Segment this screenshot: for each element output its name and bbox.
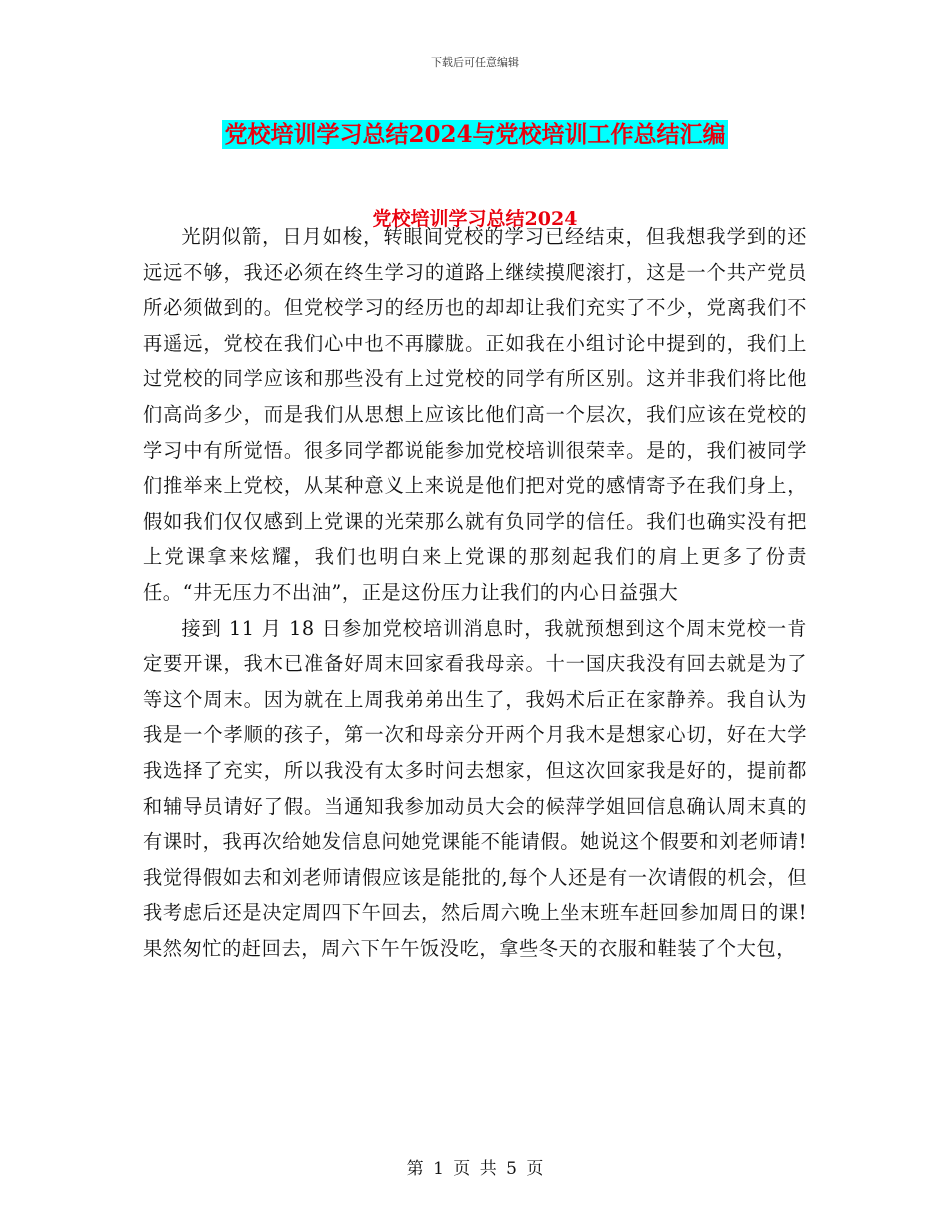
- document-body: [143, 219, 807, 966]
- section-title: 党校培训学习总结2024: [372, 208, 578, 230]
- document-main-title: [0, 112, 950, 150]
- main-title-highlight: 党校培训学习总结2024与党校培训工作总结汇编: [224, 121, 726, 148]
- page-footer: 第 1 页 共 5 页: [406, 1159, 544, 1179]
- header-note: 下载后可任意编辑: [431, 56, 519, 69]
- paragraph-2: 接到 11 月 18 日参加党校培训消息时，我就预想到这个周末党校一肯定要开课，我木已准备好周末回家看我母亲。十一国庆我没有回去就是为了等这个周末。因为就在上周我弟弟出生了，我妈术后正在家静养。我自认为我是一个孝顺的孩子，第一次和母亲分开两个月我木是想家心切，好在大学我选择了充实，所以我没有太多时问去想家，但这次回家我是好的，提前都和辅导员请好了假。当通知我参加动员大会的候萍学姐回信息确认周末真的有课时，我再次给她发信息问她党课能不能请假。她说这个假要和刘老师请!我觉得假如去和刘老师请假应该是能批的,每个人还是有一次请假的机会，但我考虑后还是决定周四下午回去，然后周六晚上坐末班车赶回参加周日的课!果然匆忙的赶回去，周六下午午饭没吃，拿些冬天的衣服和鞋装了个大包，: [143, 616, 807, 960]
- paragraph-1: 光阴似箭，日月如梭，转眼间党校的学习已经结束，但我想我学到的还远远不够，我还必须在终生学习的道路上继续摸爬滚打，这是一个共产党员所必须做到的。但党校学习的经历也的却却让我们充实了不少，党离我们不再遥远，党校在我们心中也不再朦胧。正如我在小组讨论中提到的，我们上过党校的同学应该和那些没有上过党校的同学有所区别。这并非我们将比他们高尚多少，而是我们从思想上应该比他们高一个层次，我们应该在党校的学习中有所觉悟。很多同学都说能参加党校培训很荣幸。是的，我们被同学们推举来上党校，从某种意义上来说是他们把对党的感情寄予在我们身上，假如我们仅仅感到上党课的光荣那么就有负同学的信任。我们也确实没有把上党课拿来炫耀，我们也明白来上党课的那刻起我们的肩上更多了份责任。“井无压力不出油”，正是这份压力让我们的内心日益强大: [143, 225, 807, 604]
